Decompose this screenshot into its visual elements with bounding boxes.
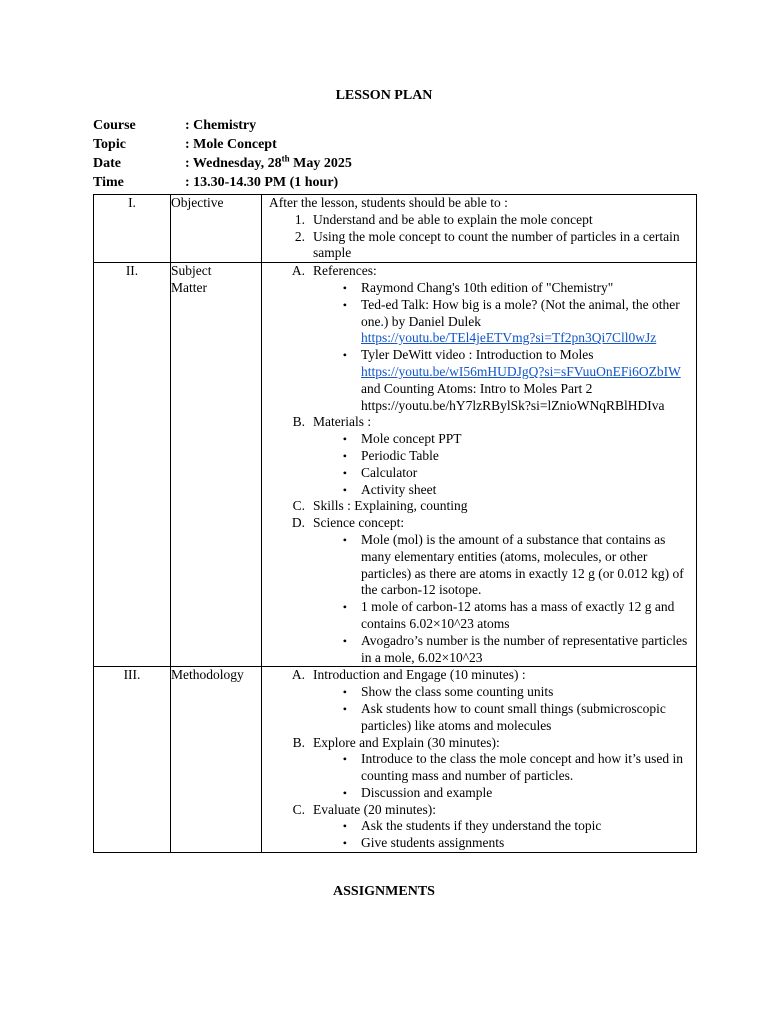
list-text: Understand and be able to explain the mole concept (313, 211, 593, 227)
row-content (262, 263, 697, 667)
list-text: Calculator (361, 464, 418, 480)
table-row (94, 667, 697, 853)
row-section: Methodology (171, 667, 262, 853)
list-text (361, 297, 692, 347)
bullet-icon: • (342, 785, 347, 800)
list-marker: A. (291, 667, 305, 683)
lesson-meta (93, 116, 703, 192)
list-text: Give students assignments (361, 835, 505, 851)
list-item (269, 802, 692, 852)
list-item (269, 212, 692, 229)
reference-link[interactable]: https://youtu.be/wI56mHUDJgQ?si=sFVuuOnEFi6OZbIW (361, 363, 681, 379)
list-item (269, 599, 692, 633)
list-text: Mole concept PPT (361, 431, 462, 447)
bullet-icon: • (342, 685, 347, 700)
reference-text: Tyler DeWitt video : Introduction to Moles (361, 347, 594, 363)
meta-value: : Chemistry (185, 118, 257, 133)
list-text: Ask the students if they understand the topic (361, 818, 602, 834)
list-text: Ask students how to count small things (submicroscopic particles) like atoms and molecules (361, 700, 666, 733)
list-text (361, 347, 692, 414)
list-item (269, 482, 692, 499)
methodology-list (269, 667, 692, 852)
list-text: Explore and Explain (30 minutes): (313, 734, 500, 750)
list-item (269, 448, 692, 465)
evaluate-list (269, 818, 692, 852)
list-item (269, 280, 692, 297)
list-item (269, 735, 692, 802)
table-row (94, 263, 697, 667)
list-text: Materials : (313, 414, 372, 430)
section-label: Matter (171, 279, 207, 295)
science-concept-list (269, 532, 692, 666)
bullet-icon: • (342, 633, 347, 648)
list-text: Introduction and Engage (10 minutes) : (313, 667, 526, 683)
meta-time (93, 173, 703, 192)
list-item (269, 835, 692, 852)
list-marker: 1. (294, 211, 305, 227)
list-marker: C. (292, 801, 305, 817)
list-text: Mole (mol) is the amount of a substance that contains as many elementary entities (atoms, molecules, or other particles) as there are atoms in exactly 12 g (or 0.012 kg) of the carbon-12 isotope. (361, 531, 684, 598)
list-text: Activity sheet (361, 481, 437, 497)
list-item (269, 229, 692, 263)
materials-list (269, 431, 692, 498)
lesson-table (93, 194, 697, 853)
list-text: Periodic Table (361, 447, 439, 463)
list-item (269, 465, 692, 482)
list-item (269, 414, 692, 498)
bullet-icon: • (342, 280, 347, 295)
references-list (269, 280, 692, 414)
bullet-icon: • (342, 432, 347, 447)
list-item (269, 751, 692, 785)
list-item (269, 515, 692, 666)
bullet-icon: • (342, 297, 347, 312)
engage-list (269, 684, 692, 734)
bullet-icon: • (342, 532, 347, 547)
bullet-icon: • (342, 600, 347, 615)
bullet-icon: • (342, 465, 347, 480)
meta-value: : 13.30-14.30 PM (1 hour) (185, 175, 339, 190)
list-text: Raymond Chang's 10th edition of "Chemistry" (361, 279, 614, 295)
list-item (269, 498, 692, 515)
list-item (269, 701, 692, 735)
list-marker: B. (292, 734, 305, 750)
list-marker: 2. (294, 228, 305, 244)
list-item (269, 297, 692, 347)
list-text: Introduce to the class the mole concept and how it’s used in counting mass and number of particles. (361, 751, 684, 784)
list-marker: A. (291, 263, 305, 279)
row-section (171, 263, 262, 667)
list-marker: D. (291, 515, 305, 531)
list-text: Evaluate (20 minutes): (313, 801, 436, 817)
list-item (269, 532, 692, 599)
list-text: Using the mole concept to count the number of particles in a certain sample (313, 228, 680, 261)
bullet-icon: • (342, 482, 347, 497)
date-ordinal: th (281, 153, 290, 164)
list-text: Skills : Explaining, counting (313, 498, 468, 514)
explain-list (269, 751, 692, 801)
page-title: LESSON PLAN (335, 88, 433, 103)
date-text: : Wednesday, 28 (185, 156, 282, 171)
bullet-icon: • (342, 836, 347, 851)
list-text: Discussion and example (361, 784, 493, 800)
row-section: Objective (171, 195, 262, 263)
reference-link[interactable]: https://youtu.be/TEl4jeETVmg?si=Tf2pn3Qi7Cll0wJz (361, 330, 657, 346)
assignments-heading: ASSIGNMENTS (333, 884, 435, 899)
subject-list (269, 263, 692, 666)
list-item (269, 263, 692, 414)
bullet-icon: • (342, 701, 347, 716)
meta-key: Course (93, 118, 136, 133)
list-text: References: (313, 263, 377, 279)
list-item (269, 818, 692, 835)
bullet-icon: • (342, 448, 347, 463)
meta-key: Date (93, 156, 121, 171)
row-number: III. (94, 667, 171, 853)
list-text: Avogadro’s number is the number of representative particles in a mole, 6.02×10^23 (361, 632, 688, 665)
meta-topic (93, 135, 703, 154)
reference-text: Ted-ed Talk: How big is a mole? (Not the animal, the other one.) by Daniel Dulek (361, 296, 680, 329)
table-row (94, 195, 697, 263)
bullet-icon: • (342, 819, 347, 834)
row-content (262, 667, 697, 853)
meta-key: Topic (93, 137, 126, 152)
section-label: Subject (171, 263, 212, 279)
reference-text: and Counting Atoms: Intro to Moles Part 2 https://youtu.be/hY7lzRBylSk?si=lZnioWNqRBlHDIva (361, 380, 665, 413)
list-item (269, 431, 692, 448)
meta-date (93, 154, 703, 173)
list-item (269, 633, 692, 667)
list-item (269, 785, 692, 802)
row-content (262, 195, 697, 263)
row-number: II. (94, 263, 171, 667)
list-marker: C. (292, 498, 305, 514)
list-marker: B. (292, 414, 305, 430)
row-number: I. (94, 195, 171, 263)
date-text: May 2025 (289, 156, 352, 171)
bullet-icon: • (342, 348, 347, 363)
list-item (269, 347, 692, 414)
bullet-icon: • (342, 752, 347, 767)
list-text: 1 mole of carbon-12 atoms has a mass of exactly 12 g and contains 6.02×10^23 atoms (361, 599, 675, 631)
list-text: Science concept: (313, 515, 405, 531)
objective-lead: After the lesson, students should be able to : (269, 195, 508, 210)
meta-key: Time (93, 175, 124, 190)
list-text: Show the class some counting units (361, 684, 554, 700)
meta-value: : Mole Concept (185, 137, 277, 152)
list-item (269, 684, 692, 701)
list-item (269, 667, 692, 734)
meta-course (93, 116, 703, 135)
objective-list (269, 212, 692, 262)
meta-value (185, 154, 703, 173)
